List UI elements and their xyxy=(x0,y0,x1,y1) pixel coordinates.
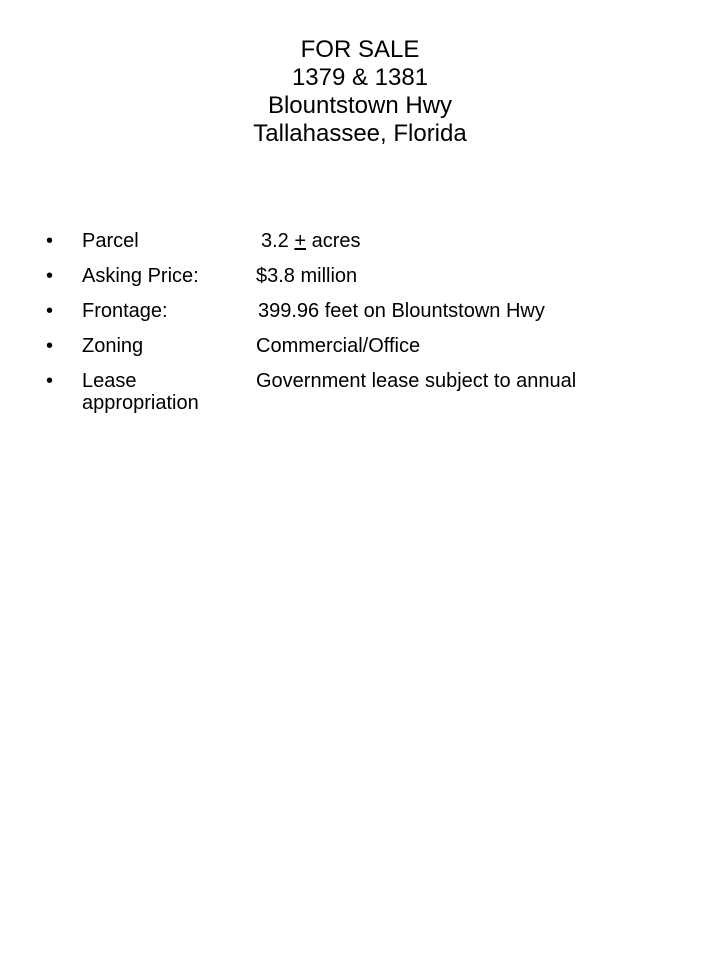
asking-price-label: Asking Price: xyxy=(82,265,199,287)
parcel-value-suffix: acres xyxy=(306,230,361,252)
detail-lease xyxy=(0,370,720,414)
bullet-icon: • xyxy=(46,300,54,322)
detail-asking-price xyxy=(0,265,720,287)
parcel-label: Parcel xyxy=(82,230,139,252)
listing-title xyxy=(0,36,720,148)
bullet-icon: • xyxy=(46,265,54,287)
bullet-icon: • xyxy=(46,335,54,357)
lease-label: Lease xyxy=(82,370,137,392)
bullet-icon: • xyxy=(46,370,54,392)
parcel-plus-symbol: + xyxy=(294,230,307,252)
asking-price-value: $3.8 million xyxy=(256,265,358,287)
title-address-numbers: 1379 & 1381 xyxy=(291,64,429,91)
frontage-value: 399.96 feet on Blountstown Hwy xyxy=(258,300,545,322)
zoning-label: Zoning xyxy=(82,335,144,357)
frontage-label: Frontage: xyxy=(82,300,168,322)
detail-frontage xyxy=(0,300,720,322)
title-city-state: Tallahassee, Florida xyxy=(253,120,467,147)
detail-parcel xyxy=(0,230,720,252)
zoning-value: Commercial/Office xyxy=(256,335,421,357)
title-street: Blountstown Hwy xyxy=(267,92,453,119)
property-details-list xyxy=(0,230,720,427)
detail-zoning xyxy=(0,335,720,357)
parcel-value-prefix: 3.2 xyxy=(261,230,295,252)
title-for-sale: FOR SALE xyxy=(300,36,420,63)
parcel-value xyxy=(261,230,361,252)
lease-value: Government lease subject to annual appropriation xyxy=(82,370,577,414)
bullet-icon: • xyxy=(46,230,54,252)
